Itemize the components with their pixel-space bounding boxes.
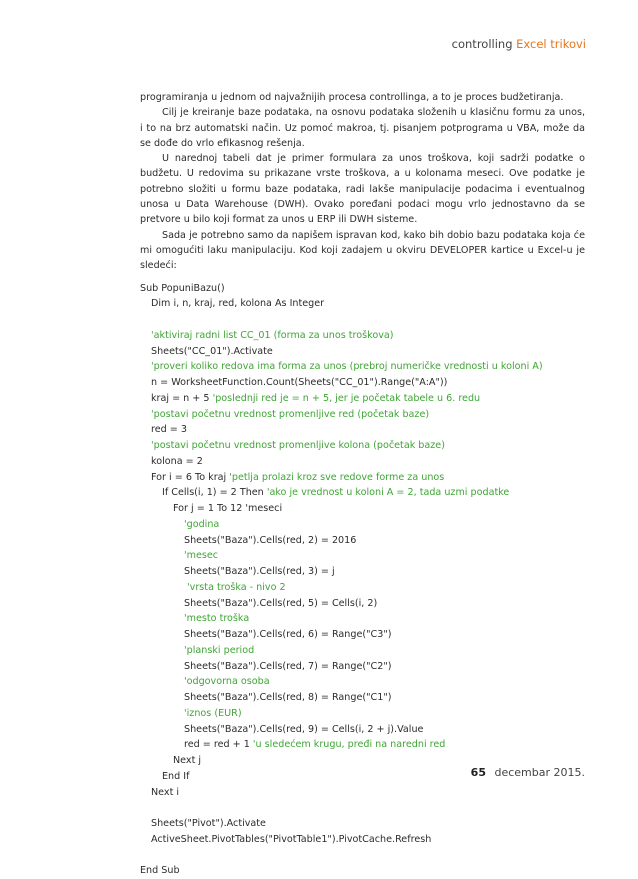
paragraph: Cilj je kreiranje baze podataka, na osnovu podataka složenih u klasičnu formu za unos, i to na brz automatski način. Uz pomoć makroa, tj. pisanjem potprograma u VBA, može da se dođe do vrlo efikasnog rešenja. — [140, 107, 585, 149]
code-line — [140, 470, 585, 486]
code-comment: 'mesec — [184, 550, 219, 562]
code-comment: 'u sledećem krugu, pređi na naredni red — [252, 739, 446, 751]
code-comment: 'iznos (EUR) — [184, 707, 242, 719]
code-line — [140, 611, 585, 627]
code-line — [140, 533, 585, 549]
code-line — [140, 706, 585, 722]
code-line — [140, 454, 585, 470]
code-statement: kolona = 2 — [151, 455, 203, 467]
code-statement: If Cells(i, 1) = 2 Then — [162, 487, 267, 499]
code-statement: Sheets("Baza").Cells(red, 9) = Cells(i, 2 + j).Value — [184, 723, 424, 735]
code-statement: red = 3 — [151, 424, 187, 436]
code-statement: Sheets("Baza").Cells(red, 2) = 2016 — [184, 534, 357, 546]
code-comment: 'vrsta troška - nivo 2 — [184, 581, 286, 593]
code-line — [140, 659, 585, 675]
article-text — [140, 90, 585, 274]
code-comment: 'postavi početnu vrednost promenljive red (početak baze) — [151, 408, 430, 420]
code-line — [140, 296, 585, 312]
code-statement: End Sub — [140, 865, 180, 877]
spacer — [140, 274, 585, 281]
running-header — [452, 37, 586, 51]
paragraph: programiranja u jednom od najvažnijih procesa controllinga, a to je proces budžetiranja. — [140, 92, 564, 103]
code-comment: 'poslednji red je = n + 5, jer je početak tabele u 6. redu — [212, 392, 481, 404]
code-statement: For j = 1 To 12 'meseci — [173, 503, 283, 515]
code-statement: Sheets("Baza").Cells(red, 8) = Range("C1") — [184, 692, 392, 704]
code-line — [140, 832, 585, 848]
code-line — [140, 485, 585, 501]
code-line — [140, 863, 585, 879]
code-statement: Sub PopuniBazu() — [140, 282, 225, 294]
page-footer — [471, 766, 585, 779]
code-line — [140, 281, 585, 297]
code-statement: End If — [162, 770, 190, 782]
code-statement: Next i — [151, 786, 180, 798]
code-line — [140, 674, 585, 690]
code-line — [140, 722, 585, 738]
code-line — [140, 501, 585, 517]
code-line — [140, 627, 585, 643]
code-statement: For i = 6 To kraj — [151, 471, 230, 483]
code-blank-line — [140, 800, 585, 816]
code-comment: 'odgovorna osoba — [184, 676, 270, 688]
code-line — [140, 328, 585, 344]
code-line — [140, 785, 585, 801]
paragraph: U narednoj tabeli dat je primer formulara za unos troškova, koji sadrži podatke o budžetu. U redovima su prikazane vrste troškova, a u kolonama meseci. Ove podatke je potrebno složiti u formu baze podataka, radi lakše manipulacije podacima i eventualnog unosa u Data Warehouse (DWH). Ovako poređani podaci mogu vrlo jednostavno da se pretvore u bilo koji format za unos u ERP ili DWH sisteme. — [140, 153, 585, 226]
code-blank-line — [140, 312, 585, 328]
vba-code-listing — [140, 281, 585, 879]
code-line — [140, 359, 585, 375]
header-section: controlling — [451, 37, 513, 51]
code-line — [140, 344, 585, 360]
code-line — [140, 391, 585, 407]
code-statement: Sheets("CC_01").Activate — [151, 345, 273, 357]
code-line — [140, 548, 585, 564]
code-statement: Sheets("Baza").Cells(red, 3) = j — [184, 566, 335, 578]
page-number: 65 — [470, 766, 486, 779]
code-line — [140, 737, 585, 753]
code-line — [140, 596, 585, 612]
code-statement: Next j — [173, 755, 202, 767]
code-line — [140, 643, 585, 659]
code-blank-line — [140, 848, 585, 864]
code-line — [140, 690, 585, 706]
code-comment: 'ako je vrednost u koloni A = 2, tada uzmi podatke — [266, 487, 510, 499]
code-line — [140, 407, 585, 423]
issue-date: decembar 2015. — [494, 766, 585, 779]
code-statement: Dim i, n, kraj, red, kolona As Integer — [151, 298, 325, 310]
code-line — [140, 422, 585, 438]
code-comment: 'petlja prolazi kroz sve redove forme za unos — [229, 471, 445, 483]
code-comment: 'postavi početnu vrednost promenljive kolona (početak baze) — [151, 440, 445, 452]
code-line — [140, 375, 585, 391]
code-comment: 'planski period — [184, 644, 255, 656]
code-statement: n = WorksheetFunction.Count(Sheets("CC_01").Range("A:A")) — [151, 377, 448, 389]
code-comment: 'mesto troška — [184, 613, 250, 625]
code-statement: red = red + 1 — [184, 739, 253, 751]
header-subsection: Excel trikovi — [516, 37, 586, 51]
code-statement: Sheets("Baza").Cells(red, 5) = Cells(i, 2) — [184, 597, 378, 609]
code-comment: 'godina — [184, 518, 220, 530]
paragraph: Sada je potrebno samo da napišem ispravan kod, kako bih dobio bazu podataka koja će mi omogućiti laku manipulaciju. Kod koji zadajem u okviru DEVELOPER kartice u Excel-u je sledeći: — [140, 229, 585, 272]
code-line — [140, 438, 585, 454]
code-comment: 'proveri koliko redova ima forma za unos (prebroj numeričke vrednosti u koloni A) — [151, 361, 543, 373]
code-statement: Sheets("Baza").Cells(red, 6) = Range("C3") — [184, 629, 392, 641]
code-statement: Sheets("Pivot").Activate — [151, 818, 266, 830]
article-body — [140, 90, 585, 879]
code-comment: 'aktiviraj radni list CC_01 (forma za unos troškova) — [151, 329, 394, 341]
code-line — [140, 517, 585, 533]
code-statement: Sheets("Baza").Cells(red, 7) = Range("C2") — [184, 660, 392, 672]
code-line — [140, 564, 585, 580]
code-line — [140, 816, 585, 832]
code-line — [140, 580, 585, 596]
code-statement: kraj = n + 5 — [151, 392, 213, 404]
code-statement: ActiveSheet.PivotTables("PivotTable1").PivotCache.Refresh — [151, 833, 432, 845]
